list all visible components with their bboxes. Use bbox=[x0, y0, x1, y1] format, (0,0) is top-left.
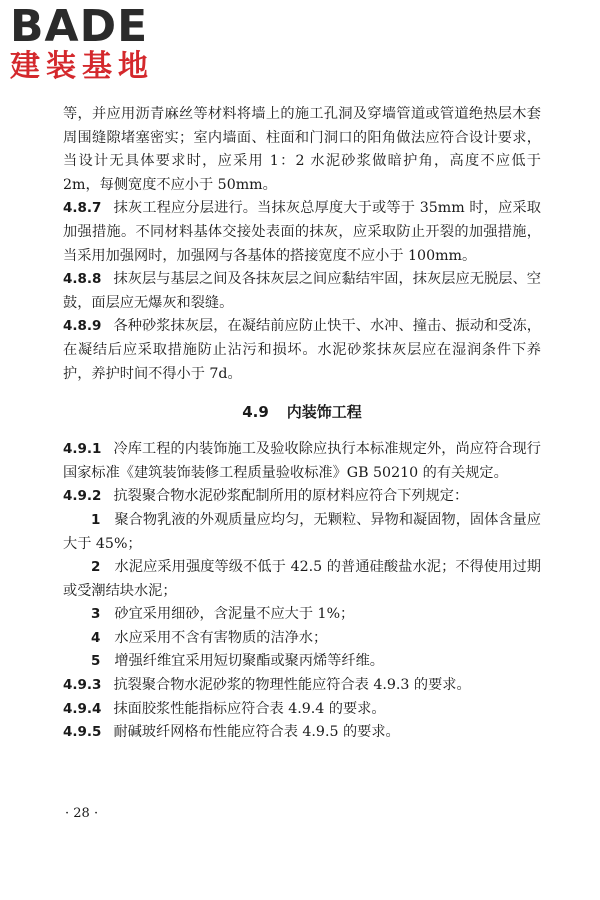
clause-4-8-9 bbox=[63, 315, 541, 386]
clause-4-8-7 bbox=[63, 197, 541, 268]
item-text: 砂宜采用细砂，含泥量不应大于 1%； bbox=[114, 606, 355, 623]
clause-text: 抗裂聚合物水泥砂浆的物理性能应符合表 4.9.3 的要求。 bbox=[113, 677, 471, 694]
logo-subtitle: 建装基地 bbox=[10, 49, 154, 84]
item-text: 水泥应采用强度等级不低于 42.5 的普通硅酸盐水泥；不得使用过期或受潮结块水泥； bbox=[63, 559, 541, 599]
list-item bbox=[63, 627, 541, 651]
clause-4-9-5 bbox=[63, 721, 541, 745]
section-heading bbox=[63, 400, 541, 424]
clause-4-9-2 bbox=[63, 485, 541, 509]
clause-number: 4.8.8 bbox=[63, 271, 102, 288]
clause-text: 抹面胶浆性能指标应符合表 4.9.4 的要求。 bbox=[113, 700, 386, 717]
list-item bbox=[63, 603, 541, 627]
document-body bbox=[63, 103, 541, 745]
clause-number: 4.9.2 bbox=[63, 488, 102, 505]
page-number: · 28 · bbox=[65, 806, 99, 821]
bade-logo bbox=[10, 1, 180, 84]
item-text: 增强纤维宜采用短切聚酯或聚丙烯等纤维。 bbox=[114, 653, 384, 670]
clause-number: 4.9.5 bbox=[63, 724, 102, 741]
item-number: 1 bbox=[91, 511, 101, 528]
clause-number: 4.8.9 bbox=[63, 318, 102, 335]
item-text: 水应采用不含有害物质的洁净水； bbox=[114, 629, 328, 646]
section-number: 4.9 bbox=[242, 403, 269, 422]
clause-number: 4.8.7 bbox=[63, 200, 102, 217]
clause-4-8-8 bbox=[63, 268, 541, 315]
clause-text: 冷库工程的内装饰施工及验收除应执行本标准规定外，尚应符合现行国家标准《建筑装饰装修工程质量验收标准》GB 50210 的有关规定。 bbox=[63, 441, 541, 481]
item-number: 2 bbox=[91, 559, 101, 576]
intro-paragraph: 等，并应用沥青麻丝等材料将墙上的施工孔洞及穿墙管道或管道绝热层木套周围缝隙堵塞密实；室内墙面、柱面和门洞口的阳角做法应符合设计要求，当设计无具体要求时，应采用 1：2 水泥砂浆做暗护角，高度不应低于 2m，每侧宽度不应小于 50mm。 bbox=[63, 106, 541, 193]
list-item bbox=[63, 509, 541, 556]
list-item bbox=[63, 650, 541, 674]
item-text: 聚合物乳液的外观质量应均匀，无颗粒、异物和凝固物，固体含量应大于 45%； bbox=[63, 511, 541, 552]
item-number: 5 bbox=[91, 653, 101, 670]
clause-text: 抹灰层与基层之间及各抹灰层之间应黏结牢固，抹灰层应无脱层、空鼓，面层应无爆灰和裂缝。 bbox=[63, 271, 541, 311]
clause-text: 抗裂聚合物水泥砂浆配制所用的原材料应符合下列规定： bbox=[113, 488, 469, 505]
item-number: 3 bbox=[91, 606, 101, 623]
logo-brand: BADE bbox=[10, 1, 149, 52]
section-title-text: 内装饰工程 bbox=[286, 403, 362, 422]
clause-number: 4.9.3 bbox=[63, 677, 102, 694]
clause-text: 各种砂浆抹灰层，在凝结前应防止快干、水冲、撞击、振动和受冻，在凝结后应采取措施防止沾污和损坏。水泥砂浆抹灰层应在湿润条件下养护，养护时间不得小于 7d。 bbox=[63, 318, 541, 382]
list-item bbox=[63, 556, 541, 603]
clause-text: 抹灰工程应分层进行。当抹灰总厚度大于或等于 35mm 时，应采取加强措施。不同材料基体交接处表面的抹灰，应采取防止开裂的加强措施，当采用加强网时，加强网与各基体的搭接宽度不应小于 100mm。 bbox=[63, 200, 541, 264]
clause-4-9-4 bbox=[63, 698, 541, 722]
clause-4-9-3 bbox=[63, 674, 541, 698]
clause-number: 4.9.4 bbox=[63, 700, 102, 717]
item-number: 4 bbox=[91, 629, 101, 646]
clause-number: 4.9.1 bbox=[63, 441, 102, 458]
clause-4-9-1 bbox=[63, 438, 541, 485]
clause-text: 耐碱玻纤网格布性能应符合表 4.9.5 的要求。 bbox=[113, 724, 400, 741]
